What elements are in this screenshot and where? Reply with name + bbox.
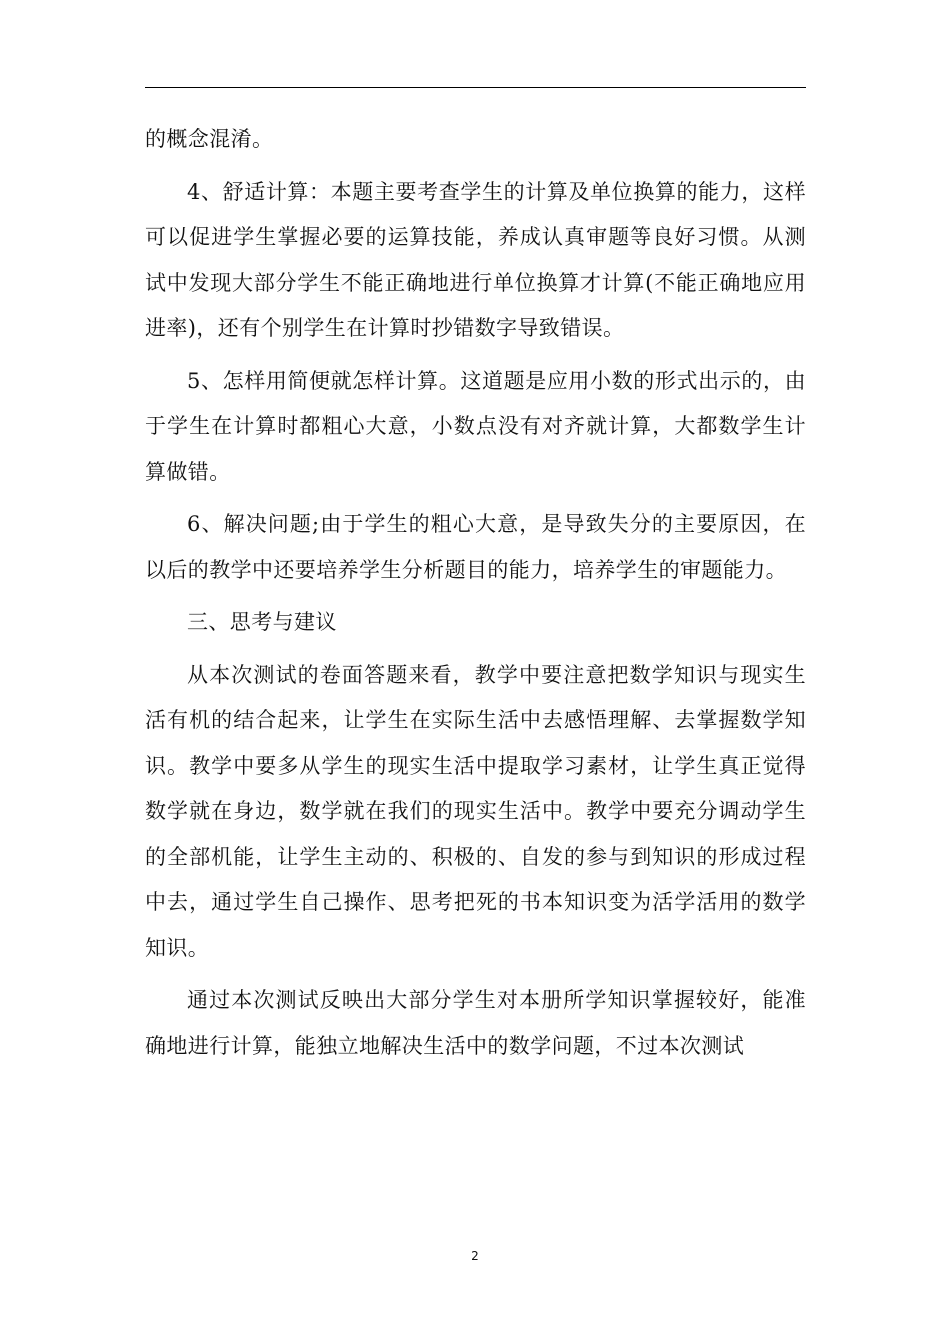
paragraph-summary: 通过本次测试反映出大部分学生对本册所学知识掌握较好，能准确地进行计算，能独立地解决生活中的数学问题，不过本次测试 bbox=[145, 988, 806, 1058]
paragraph-item-6: 6、解决问题;由于学生的粗心大意，是导致失分的主要原因，在以后的教学中还要培养学生分析题目的能力，培养学生的审题能力。 bbox=[145, 512, 806, 582]
paragraph-item-4: 4、舒适计算：本题主要考查学生的计算及单位换算的能力，这样可以促进学生掌握必要的运算技能，养成认真审题等良好习惯。从测试中发现大部分学生不能正确地进行单位换算才计算(不能正确地应用进率)，还有个别学生在计算时抄错数字导致错误。 bbox=[145, 179, 806, 340]
paragraph-item-5: 5、怎样用简便就怎样计算。这道题是应用小数的形式出示的，由于学生在计算时都粗心大意，小数点没有对齐就计算，大都数学生计算做错。 bbox=[145, 368, 806, 484]
paragraph-reflection: 从本次测试的卷面答题来看，教学中要注意把数学知识与现实生活有机的结合起来，让学生在实际生活中去感悟理解、去掌握数学知识。教学中要多从学生的现实生活中提取学习素材，让学生真正觉得数学就在身边，数学就在我们的现实生活中。教学中要充分调动学生的全部机能，让学生主动的、积极的、自发的参与到知识的形成过程中去，通过学生自己操作、思考把死的书本知识变为活学活用的数学知识。 bbox=[145, 662, 806, 960]
document-body bbox=[145, 117, 806, 1076]
paragraph-continuation: 的概念混淆。 bbox=[145, 127, 274, 151]
section-heading: 三、思考与建议 bbox=[187, 610, 337, 634]
page-number: 2 bbox=[471, 1249, 479, 1263]
header-rule bbox=[145, 87, 806, 88]
